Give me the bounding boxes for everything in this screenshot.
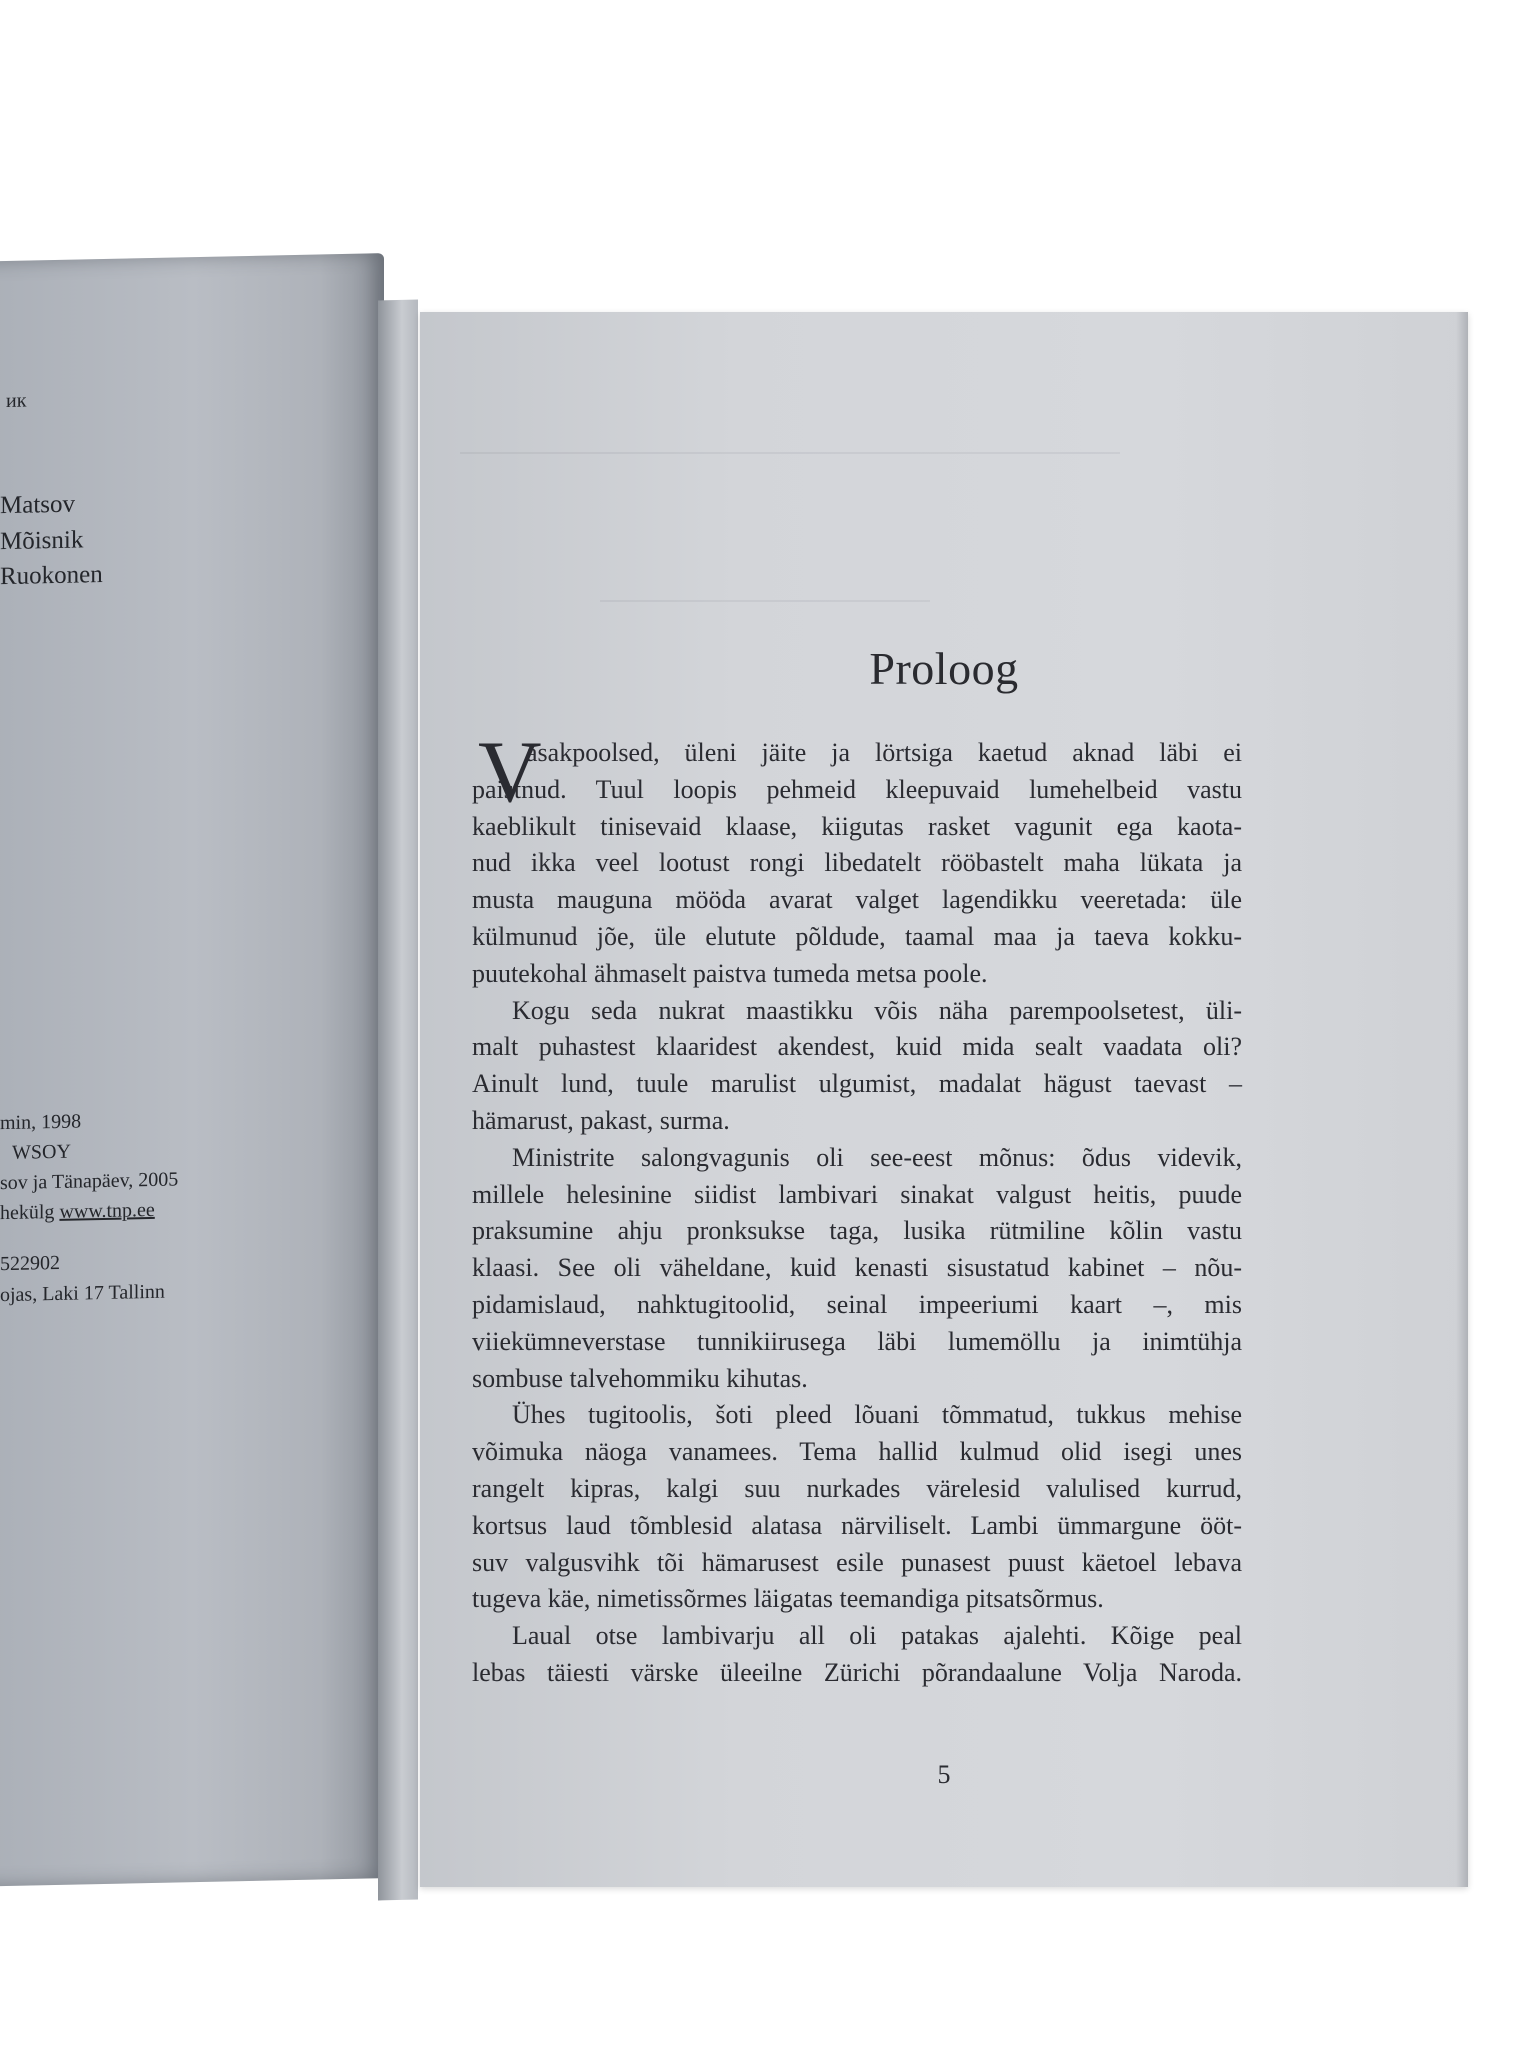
text-line: klaasi. See oli väheldane, kuid kenasti sisustatud kabinet – nõu- xyxy=(472,1253,1242,1283)
text-line: lebas täiesti värske üleeilne Zürichi põrandaalune Volja Naroda. xyxy=(472,1657,1242,1687)
imprint-line: WSOY xyxy=(12,1140,71,1164)
paragraph xyxy=(472,1140,1242,1398)
text-line: võimuka näoga vanamees. Tema hallid kulmud olid isegi unes xyxy=(472,1437,1242,1467)
show-through-text xyxy=(600,600,930,602)
imprint-line: 522902 xyxy=(0,1251,60,1276)
text-line: kortsus laud tõmblesid alatasa närviliselt. Lambi ümmargune ööt- xyxy=(472,1510,1242,1540)
page-edge-shadow xyxy=(1456,312,1468,1887)
left-page xyxy=(0,253,384,1887)
chapter-title: Proloog xyxy=(869,643,1019,694)
text-line: musta mauguna mööda avarat valget lagendikku veeretada: üle xyxy=(472,885,1242,915)
text-line: rangelt kipras, kalgi suu nurkades värelesid valulised kurrud, xyxy=(472,1473,1242,1503)
text-line: malt puhastest klaaridest akendest, kuid mida sealt vaadata oli? xyxy=(472,1032,1242,1062)
imprint-line: min, 1998 xyxy=(0,1110,82,1135)
text-line: Kogu seda nukrat maastikku võis näha parempoolsetest, üli- xyxy=(512,995,1242,1025)
text-line: Ühes tugitoolis, šoti pleed lõuani tõmmatud, tukkus mehise xyxy=(512,1400,1242,1430)
imprint-line: hekülg xyxy=(0,1201,55,1225)
paragraph xyxy=(472,735,1242,993)
left-fragment: ик xyxy=(6,389,27,413)
credit-line: Matsov xyxy=(0,490,75,520)
show-through-text xyxy=(460,452,1120,454)
page-number: 5 xyxy=(937,1760,951,1789)
imprint-line: ojas, Laki 17 Tallinn xyxy=(0,1280,165,1307)
drop-cap: V xyxy=(478,724,542,821)
text-line: asakpoolsed, üleni jäite ja lörtsiga kaetud aknad läbi ei xyxy=(526,738,1242,767)
text-line: pidamislaud, nahktugitoolid, seinal impeeriumi kaart –, mis xyxy=(472,1289,1242,1319)
text-line: Ministrite salongvagunis oli see-eest mõnus: õdus videvik, xyxy=(512,1142,1242,1172)
text-line: suv valgusvihk tõi hämarusest esile punasest puust käetoel lebava xyxy=(472,1547,1242,1577)
text-line: nud ikka veel lootust rongi libedatelt rööbastelt maha lükata ja xyxy=(472,848,1242,878)
text-line: paistnud. Tuul loopis pehmeid kleepuvaid lumehelbeid vastu xyxy=(472,774,1242,804)
text-line: praksumine ahju pronksukse taga, lusika rütmiline kõlin vastu xyxy=(472,1216,1242,1246)
book-gutter xyxy=(378,300,418,1901)
text-line: kaeblikult tinisevaid klaase, kiigutas rasket vagunit ega kaota- xyxy=(472,811,1242,841)
text-line: tugeva käe, nimetissõrmes läigatas teemandiga pitsatsõrmus. xyxy=(472,1584,1104,1614)
publisher-url[interactable]: www.tnp.ee xyxy=(59,1198,155,1223)
left-page-text xyxy=(0,254,360,1887)
text-line: puutekohal ähmaselt paistva tumeda metsa poole. xyxy=(472,958,988,988)
paragraph xyxy=(472,993,1242,1140)
imprint-line: sov ja Tänapäev, 2005 xyxy=(0,1168,179,1195)
text-line: hämarust, pakast, surma. xyxy=(472,1105,730,1135)
paragraph xyxy=(472,1397,1242,1618)
text-line: Laual otse lambivarju all oli patakas ajalehti. Kõige peal xyxy=(512,1621,1242,1651)
right-page xyxy=(420,312,1468,1887)
credit-line: Ruokonen xyxy=(0,561,103,591)
text-line: sombuse talvehommiku kihutas. xyxy=(472,1363,808,1393)
credit-line: Mõisnik xyxy=(0,526,84,556)
text-line: viiekümneverstase tunnikiirusega läbi lumemöllu ja inimtühja xyxy=(472,1326,1242,1356)
text-line: Ainult lund, tuule marulist ulgumist, madalat hägust taevast – xyxy=(472,1069,1242,1099)
imprint-web-line xyxy=(0,1200,155,1223)
text-line: millele helesinine siidist lambivari sinakat valgust heitis, puude xyxy=(472,1179,1242,1209)
body-text xyxy=(472,724,1242,1692)
text-line: külmunud jõe, üle elututе põldude, taamal maa ja taeva kokku- xyxy=(472,921,1242,951)
paragraph xyxy=(472,1618,1242,1692)
